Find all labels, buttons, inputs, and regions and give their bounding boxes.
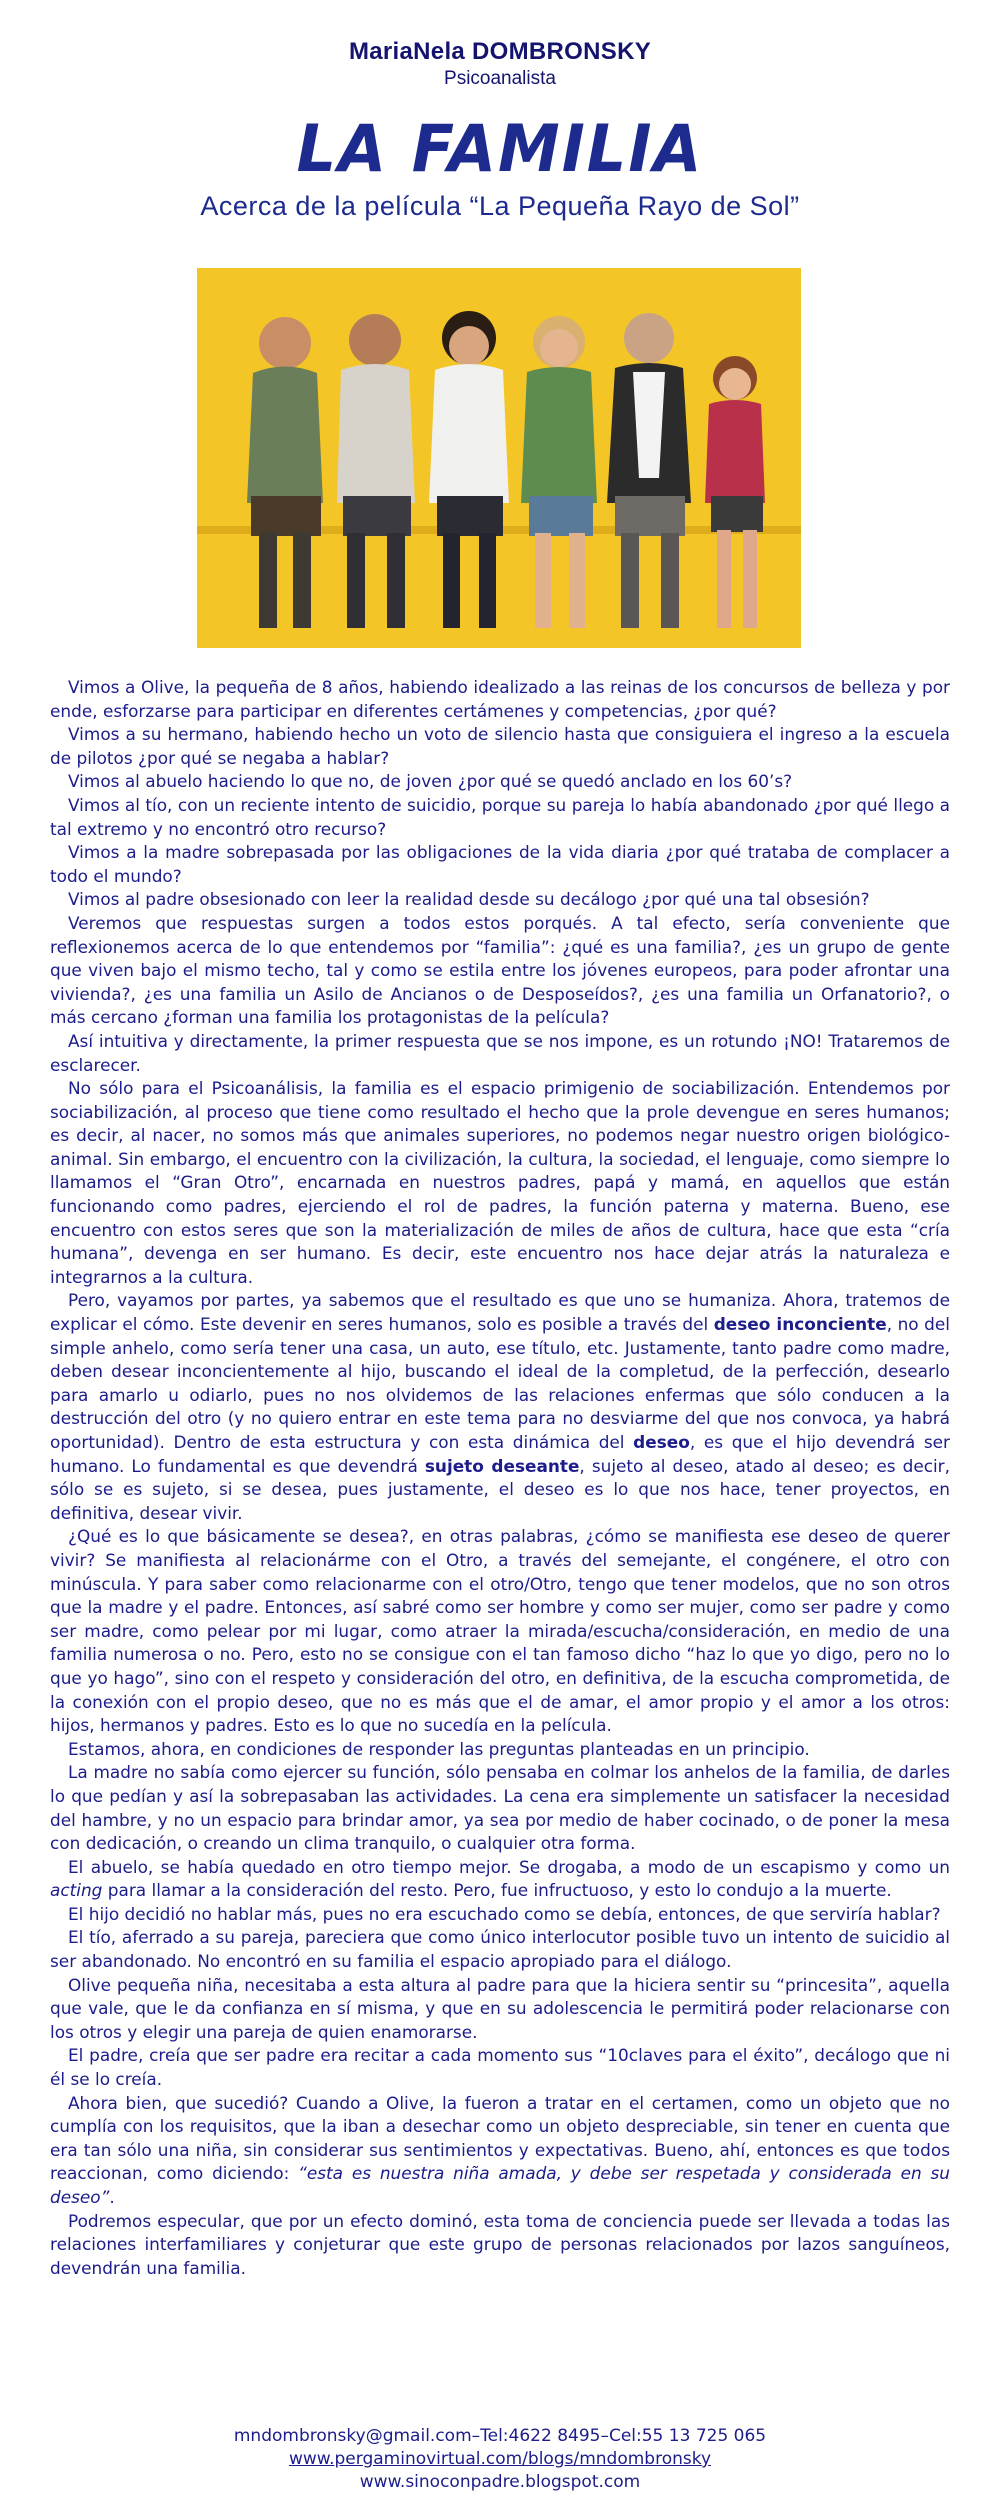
bold-text: sujeto deseante (424, 1455, 580, 1476)
text-run: Pero, vayamos por partes, ya sabemos que el resultado es que uno se humaniza. Ahora, tratemos de explicar el cómo. Este devenir en seres humanos, solo es posible a través del (50, 1290, 950, 1335)
paragraph (50, 1926, 950, 1973)
paragraph (50, 676, 950, 723)
text-run: . (109, 2187, 115, 2207)
text-run: Vimos al tío, con un reciente intento de suicidio, porque su pareja lo había abandonado ¿por qué llego a tal extremo y no encontró otro recurso? (50, 794, 950, 839)
italic-text: “esta es nuestra niña amada, y debe ser respetada y considerada en su deseo” (50, 2163, 950, 2207)
paragraph (50, 888, 950, 912)
text-run: El hijo decidió no hablar más, pues no era escuchado como se debía, entonces, de que serviría hablar? (68, 1903, 941, 1924)
author-role: Psicoanalista (444, 68, 556, 89)
text-run: Podremos especular, que por un efecto dominó, esta toma de conciencia puede ser llevada a todas las relaciones interfamiliares y conjeturar que este grupo de personas relacionados por lazos sanguíneos, devendrán una familia. (50, 2210, 950, 2278)
paragraph (50, 1761, 950, 1855)
cast-illustration (197, 268, 801, 648)
text-run: ¿Qué es lo que básicamente se desea?, en otras palabras, ¿cómo se manifiesta ese deseo de querer vivir? Se manifiesta al relacionárme con el Otro, a través del semejante, el congénere, el otro con minúscula. Y para saber como relacionarme con el otro/Otro, tengo que tener modelos, que no son otros que la madre y el padre. Entonces, así sabré como ser hombre y como ser mujer, como ser padre y como ser madre, como pelear por mi lugar, como atraer la mirada/escucha/consideración, en medio de una familia numerosa o no. Pero, esto no se consigue con el tan famoso dicho “haz lo que yo digo, pero no lo que yo hago”, sino con el respeto y consideración del otro, en definitiva, de la escucha comprometida, de la conexión con el propio deseo, que no es más que el de amar, el amor propio y el amor a los otros: hijos, hermanos y padres. Esto es lo que no sucedía en la película. (50, 1526, 950, 1736)
paragraph (50, 2210, 950, 2281)
text-run: Vimos al abuelo haciendo lo que no, de joven ¿por qué se quedó anclado en los 60’s? (68, 771, 793, 792)
text-run: para llamar a la consideración del resto. Pero, fue infructuoso, y esto lo condujo a la muerte. (102, 1880, 892, 1901)
italic-text: acting (50, 1880, 103, 1901)
text-run: No sólo para el Psicoanálisis, la familia es el espacio primigenio de sociabilización. Entendemos por sociabilización, al proceso que tiene como resultado el hecho que la prole devengue en seres humanos; es decir, al nacer, no somos más que animales superiores, no podemos negar nuestro origen biológico-animal. Sin embargo, el encuentro con la civilización, la cultura, la sociedad, el lenguaje, como siempre lo llamamos el “Gran Otro”, encarnada en nuestros padres, papá y mamá, en aquellos que están funcionando como padres, ejerciendo el rol de padres, la función paterna y materna. Bueno, ese encuentro con estos seres que son la materialización de miles de años de cultura, hace que esta “cría humana”, devenga en ser humano. Es decir, este encuentro nos hace dejar atrás la naturaleza e integrarnos a la cultura. (50, 1078, 950, 1287)
header (0, 0, 1000, 222)
text-run: Así intuitiva y directamente, la primer respuesta que se nos impone, es un rotundo ¡NO! Trataremos de esclarecer. (50, 1030, 950, 1075)
text-run: Estamos, ahora, en condiciones de responder las preguntas planteadas en un principio. (68, 1738, 810, 1759)
paragraph (50, 1738, 950, 1762)
contact-line: mndombronsky@gmail.com–Tel:4622 8495–Cel:55 13 725 065 (233, 2426, 767, 2446)
paragraph (50, 2092, 950, 2210)
author-name: MariaNela DOMBRONSKY (348, 38, 652, 65)
article-body (50, 676, 950, 2280)
footer (0, 2425, 1000, 2494)
text-run: Vimos a su hermano, habiendo hecho un voto de silencio hasta que consiguiera el ingreso a la escuela de pilotos ¿por qué se negaba a hablar? (50, 724, 950, 768)
paragraph (50, 723, 950, 770)
website-link[interactable]: www.sinoconpadre.blogspot.com (359, 2472, 641, 2492)
paragraph (50, 1525, 950, 1737)
paragraph (50, 1077, 950, 1289)
paragraph (50, 2044, 950, 2091)
paragraph (50, 912, 950, 1030)
text-run: Vimos a Olive, la pequeña de 8 años, habiendo idealizado a las reinas de los concursos de belleza y por ende, esforzarse para participar en diferentes certámenes y competencias, ¿por qué? (50, 677, 950, 721)
paragraph (50, 770, 950, 794)
blog-link[interactable]: www.pergaminovirtual.com/blogs/mndombronsky (288, 2449, 712, 2469)
text-run: Veremos que respuestas surgen a todos estos porqués. A tal efecto, sería conveniente que reflexionemos acerca de lo que entendemos por “familia”: ¿qué es una familia?, ¿es un grupo de gente que viven bajo el mismo techo, tal y como se estila entre los jóvenes europeos, para poder afrontar una vivienda?, ¿es una familia un Asilo de Ancianos o de Desposeídos?, ¿es una familia un Orfanatorio?, o más cercano ¿forman una familia los protagonistas de la película? (50, 912, 950, 1028)
paragraph (50, 1974, 950, 2045)
text-run: Olive pequeña niña, necesitaba a esta altura al padre para que la hiciera sentir su “princesita”, aquella que vale, que le da confianza en sí misma, y que en su adolescencia le permitirá poder relacionarse con los otros y elegir una pareja de quien enamorarse. (50, 1974, 950, 2042)
text-run: Vimos a la madre sobrepasada por las obligaciones de la vida diaria ¿por qué trataba de complacer a todo el mundo? (50, 842, 950, 886)
paragraph (50, 794, 950, 841)
text-run: , es que el hijo devendrá ser humano. Lo fundamental es que devendrá (50, 1432, 950, 1476)
paragraph (50, 1289, 950, 1525)
text-run: El abuelo, se había quedado en otro tiempo mejor. Se drogaba, a modo de un escapismo y como un (68, 1856, 950, 1877)
page-title: LA FAMILIA (296, 110, 704, 187)
bold-text: deseo inconciente (713, 1314, 887, 1335)
paragraph (50, 1903, 950, 1927)
paragraph (50, 1030, 950, 1077)
paragraph (50, 1856, 950, 1903)
text-run: El tío, aferrado a su pareja, pareciera que como único interlocutor posible tuvo un intento de suicidio al ser abandonado. No encontró en su familia el espacio apropiado para el diálogo. (50, 1927, 950, 1972)
paragraph (50, 841, 950, 888)
text-run: , no del simple anhelo, como sería tener una casa, un auto, ese título, etc. Justamente, tanto padre como madre, deben desear inconcientemente al hijo, buscando el ideal de la completud, de la perfección, desearlo para amarlo u odiarlo, pues no nos olvidemos de las relaciones enfermas que sólo conducen a la destrucción del otro (y no quiero entrar en este tema para no desviarme del que nos convoca, ya habrá oportunidad). Dentro de esta estructura y con esta dinámica del (50, 1314, 950, 1452)
text-run: Vimos al padre obsesionado con leer la realidad desde su decálogo ¿por qué una tal obsesión? (68, 889, 870, 910)
text-run: , sujeto al deseo, atado al deseo; es decir, sólo se es sujeto, si se desea, pues justamente, el deseo es lo que nos hace, tener proyectos, en definitiva, desear vivir. (50, 1455, 950, 1523)
text-run: La madre no sabía como ejercer su función, sólo pensaba en colmar los anhelos de la familia, de darles lo que pedían y así la sobrepasaban las actividades. La cena era simplemente un satisfacer la necesidad del hambre, y no un espacio para brindar amor, ya sea por medio de haber cocinado, o de poner la mesa con dedicación, o creando un clima tranquilo, o cualquier otra forma. (50, 1762, 950, 1854)
page-subtitle: Acerca de la película “La Pequeña Rayo de Sol” (200, 191, 800, 221)
text-run: Ahora bien, que sucedió? Cuando a Olive, la fueron a tratar en el certamen, como un objeto que no cumplía con los requisitos, que la iban a desechar como un objeto despreciable, sin tener en cuenta que era tan sólo una niña, sin considerar sus sentimientos y expectativas. Bueno, ahí, entonces es que todos reaccionan, como diciendo: (50, 2092, 950, 2184)
text-run: El padre, creía que ser padre era recitar a cada momento sus “10claves para el éxito”, decálogo que ni él se lo creía. (50, 2045, 950, 2090)
movie-cast-photo (197, 268, 801, 648)
bold-text: deseo (633, 1432, 690, 1452)
